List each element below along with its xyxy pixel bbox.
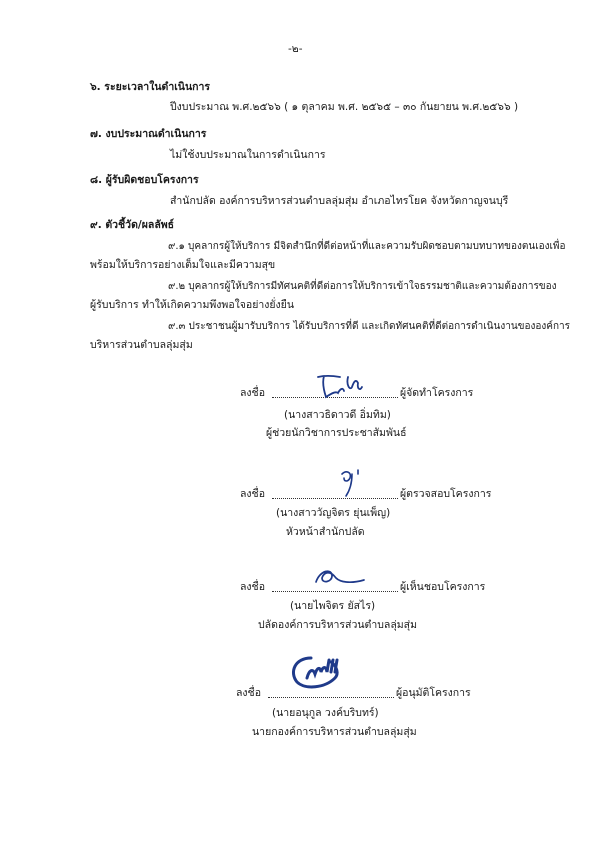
sign-label-4: ลงชื่อ <box>236 687 261 699</box>
sign-label-2: ลงชื่อ <box>240 488 265 500</box>
page-number: -๒- <box>288 43 303 55</box>
signatory-position-4: นายกองค์การบริหารส่วนตำบลลุ่มสุ่ม <box>252 726 417 738</box>
section-8-heading: ๘. ผู้รับผิดชอบโครงการ <box>90 174 199 186</box>
section-9-heading: ๙. ตัวชี้วัด/ผลลัพธ์ <box>90 219 175 231</box>
signature-role-4: ผู้อนุมัติโครงการ <box>396 687 471 699</box>
indicator-9-3-line1: ๙.๓ ประชาชนผู้มารับบริการ ได้รับบริการที่ดี และเกิดทัศนคติที่ดีต่อการดำเนินงานขององค์การ <box>168 321 570 332</box>
signatory-name-2: (นางสาววัญจิตร ยุ่นเพ็ญ) <box>276 507 391 519</box>
signatory-position-1: ผู้ช่วยนักวิชาการประชาสัมพันธ์ <box>266 427 407 439</box>
indicator-9-1-line2: พร้อมให้บริการอย่างเต็มใจและมีความสุข <box>90 259 276 271</box>
sign-label-1: ลงชื่อ <box>240 387 265 399</box>
signature-role-2: ผู้ตรวจสอบโครงการ <box>400 488 492 500</box>
signatory-position-3: ปลัดองค์การบริหารส่วนตำบลลุ่มสุ่ม <box>258 619 418 631</box>
signature-1 <box>300 365 390 405</box>
section-6-heading: ๖. ระยะเวลาในดำเนินการ <box>90 81 211 93</box>
section-7-body: ไม่ใช้งบประมาณในการดำเนินการ <box>170 149 326 161</box>
signature-3 <box>310 560 370 594</box>
signatory-name-4: (นายอนุกูล วงค์บริบทร์) <box>272 707 379 719</box>
indicator-9-3-line2: บริหารส่วนตำบลลุ่มสุ่ม <box>90 339 193 351</box>
signature-role-3: ผู้เห็นชอบโครงการ <box>400 581 486 593</box>
signature-4 <box>285 648 365 698</box>
signatory-position-2: หัวหน้าสำนักปลัด <box>286 526 365 538</box>
indicator-9-2-line1: ๙.๒ บุคลากรผู้ให้บริการมีทัศนคติที่ดีต่อการให้บริการเข้าใจธรรมชาติและความต้องการของ <box>168 281 557 292</box>
indicator-9-1-line1: ๙.๑ บุคลากรผู้ให้บริการ มีจิตสำนึกที่ดีต่อหน้าที่และความรับผิดชอบตามบทบาทของตนเองเพื่อ <box>168 241 566 252</box>
sign-label-3: ลงชื่อ <box>240 581 265 593</box>
section-6-body: ปีงบประมาณ พ.ศ.๒๕๖๖ ( ๑ ตุลาคม พ.ศ. ๒๕๖๕ – ๓๐ กันยายน พ.ศ.๒๕๖๖ ) <box>170 101 519 113</box>
signatory-name-1: (นางสาวธิดาวดี อิ่มทิม) <box>284 409 391 421</box>
signature-role-1: ผู้จัดทำโครงการ <box>400 387 474 399</box>
section-7-heading: ๗. งบประมาณดำเนินการ <box>90 128 207 140</box>
signature-2 <box>330 462 370 502</box>
signatory-name-3: (นายไพจิตร ยัสไร) <box>290 600 376 612</box>
indicator-9-2-line2: ผู้รับบริการ ทำให้เกิดความพึงพอใจอย่างยั่งยืน <box>90 299 295 311</box>
section-8-body: สำนักปลัด องค์การบริหารส่วนตำบลลุ่มสุ่ม อำเภอไทรโยค จังหวัดกาญจนบุรี <box>170 195 509 207</box>
